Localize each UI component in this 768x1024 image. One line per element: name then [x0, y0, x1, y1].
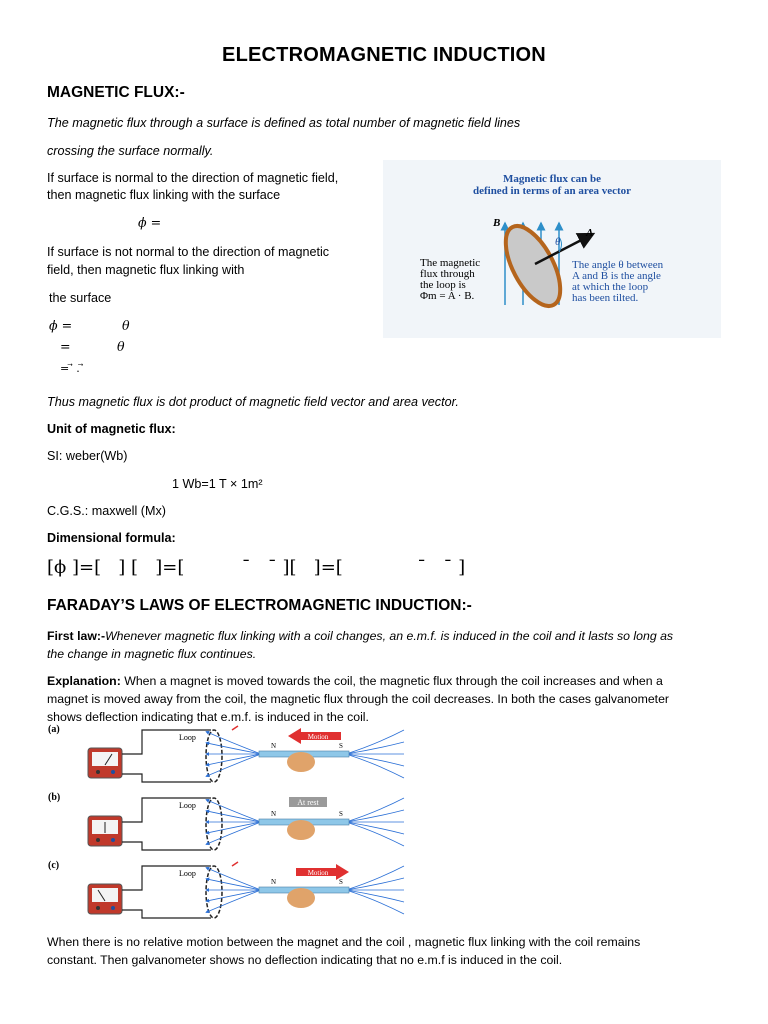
wire: [122, 730, 211, 754]
terminal-icon: [96, 838, 100, 842]
loop-label: Loop: [179, 801, 196, 810]
field-line-left: [206, 822, 261, 833]
definition-line-1: The magnetic flux through a surface is defined as total number of magnetic field lines: [47, 116, 521, 130]
dimensional-heading: Dimensional formula:: [47, 531, 176, 545]
first-law-text: Whenever magnetic flux linking with a coil changes, an e.m.f. is induced in the coil and it lasts so long as: [105, 629, 674, 643]
magnet-north-label: N: [271, 742, 277, 750]
unit-heading: Unit of magnetic flux:: [47, 422, 176, 436]
si-unit: SI: weber(Wb): [47, 449, 128, 463]
fig1-left-1: The magnetic: [420, 257, 481, 269]
field-line-right: [346, 890, 404, 914]
coil-loop: [206, 866, 222, 918]
induction-experiment-figure: [46, 724, 410, 922]
hand-icon: [287, 820, 315, 840]
first-law-label: First law:-: [47, 629, 106, 643]
not-normal-line-3: the surface: [49, 291, 112, 305]
fig1-right-3: at which the loop: [572, 281, 649, 293]
fig1-right-4: has been tilted.: [572, 292, 639, 304]
field-line-left: [206, 743, 261, 754]
hand-icon: [287, 752, 315, 772]
equation-2-theta: θ: [122, 318, 130, 333]
state-label: Motion: [307, 733, 329, 741]
wire: [122, 842, 211, 850]
field-line-right: [346, 866, 404, 890]
fig1-left-2: flux through: [420, 268, 475, 280]
faraday-heading: FARADAY’S LAWS OF ELECTROMAGNETIC INDUCTION:-: [47, 597, 472, 614]
fig1-caption-1: Magnetic flux can be: [502, 173, 602, 185]
equation-3-equals: =: [60, 339, 71, 354]
galvanometer-dial: [92, 752, 118, 766]
field-line-left: [206, 754, 261, 765]
magnet-north-label: N: [271, 878, 277, 886]
normal-line-2: then magnetic flux linking with the surface: [47, 188, 281, 202]
panel-tag: (c): [48, 860, 60, 871]
area-vector-figure: [383, 160, 721, 338]
terminal-icon: [111, 838, 115, 842]
conclusion-line-1: When there is no relative motion between the magnet and the coil , magnetic flux linking with the coil remains: [47, 935, 641, 949]
definition-line-2: crossing the surface normally.: [47, 144, 214, 158]
fig1-left-4: Φm = A · B.: [420, 290, 475, 302]
explanation-line-2: magnet is moved away from the coil, the magnetic flux through the coil decreases. In both the cases galvanometer: [47, 692, 670, 706]
magnet-north-label: N: [271, 810, 277, 818]
field-line-left: [206, 890, 261, 912]
conclusion-line-2: constant. Then galvanometer shows no deflection indicating that no e.m.f is induced in the coil.: [47, 953, 563, 967]
terminal-icon: [111, 770, 115, 774]
page-title: ELECTROMAGNETIC INDUCTION: [222, 44, 546, 66]
explanation-line-3: shows deflection indicating that e.m.f. is induced in the coil.: [47, 710, 369, 724]
equation-4: = ⃗ . ⃗: [60, 362, 84, 375]
fig1-caption-2: defined in terms of an area vector: [472, 185, 632, 197]
magnet-south-label: S: [339, 810, 343, 818]
current-arrow-icon: [232, 862, 238, 866]
equation-2-lhs: ϕ =: [49, 318, 73, 333]
field-line-right: [346, 754, 404, 778]
first-law-line-2: the change in magnetic flux continues.: [47, 647, 257, 661]
field-line-left: [206, 890, 261, 901]
current-arrow-icon: [232, 726, 238, 730]
coil-loop: [206, 798, 222, 850]
field-line-right: [346, 822, 404, 846]
coil-loop: [206, 730, 222, 782]
equation-phi: ϕ =: [138, 215, 162, 230]
loop-label: Loop: [179, 869, 196, 878]
field-line-left: [206, 868, 261, 890]
fig1-label-theta: θ: [555, 236, 561, 248]
magnetic-flux-heading: MAGNETIC FLUX:-: [47, 84, 185, 101]
explanation-label: Explanation:: [47, 674, 121, 688]
terminal-icon: [96, 906, 100, 910]
dot-product-statement: Thus magnetic flux is dot product of magnetic field vector and area vector.: [47, 395, 459, 409]
fig1-right-2: A and B is the angle: [572, 270, 661, 282]
wire: [122, 798, 211, 822]
cgs-unit: C.G.S.: maxwell (Mx): [47, 504, 166, 518]
terminal-icon: [111, 906, 115, 910]
loop-label: Loop: [179, 733, 196, 742]
field-line-left: [206, 879, 261, 890]
field-line-left: [206, 822, 261, 844]
fig1-right-1: The angle θ between: [572, 259, 664, 271]
field-line-left: [206, 754, 261, 776]
not-normal-line-2: field, then magnetic flux linking with: [47, 263, 245, 277]
terminal-icon: [96, 770, 100, 774]
tilted-loop: [495, 218, 572, 314]
field-line-right: [346, 798, 404, 822]
fig1-left-3: the loop is: [420, 279, 466, 291]
field-line-left: [206, 800, 261, 822]
area-vector-diagram: [383, 160, 721, 338]
weber-relation: 1 Wb=1 T × 1m²: [172, 477, 263, 491]
not-normal-line-1: If surface is not normal to the direction of magnetic: [47, 245, 330, 259]
fig1-label-a: A: [586, 227, 594, 239]
dimensional-formula: [ϕ ]=[ ] [ ]=[ ˉ ˉ ][ ]=[ ˉ ˉ ]: [47, 557, 466, 578]
explanation-text: When a magnet is moved towards the coil, the magnetic flux through the coil increases and when a: [120, 674, 663, 688]
panel-tag: (a): [48, 724, 60, 735]
hand-icon: [287, 888, 315, 908]
state-label: At rest: [297, 798, 319, 807]
wire: [122, 910, 211, 918]
fig1-label-b: B: [493, 217, 501, 229]
magnet-south-label: S: [339, 878, 343, 886]
field-line-left: [206, 811, 261, 822]
panel-tag: (b): [48, 792, 61, 803]
field-line-right: [346, 730, 404, 754]
galvanometer-dial: [92, 888, 118, 902]
first-law-line-1: [47, 627, 673, 645]
wire: [122, 866, 211, 890]
magnet-south-label: S: [339, 742, 343, 750]
state-label: Motion: [307, 869, 329, 877]
equation-3-theta: θ: [117, 339, 125, 354]
explanation-line-1: [47, 672, 663, 690]
wire: [122, 774, 211, 782]
field-line-left: [206, 732, 261, 754]
induction-experiment-diagram: [46, 724, 410, 922]
normal-line-1: If surface is normal to the direction of magnetic field,: [47, 171, 339, 185]
